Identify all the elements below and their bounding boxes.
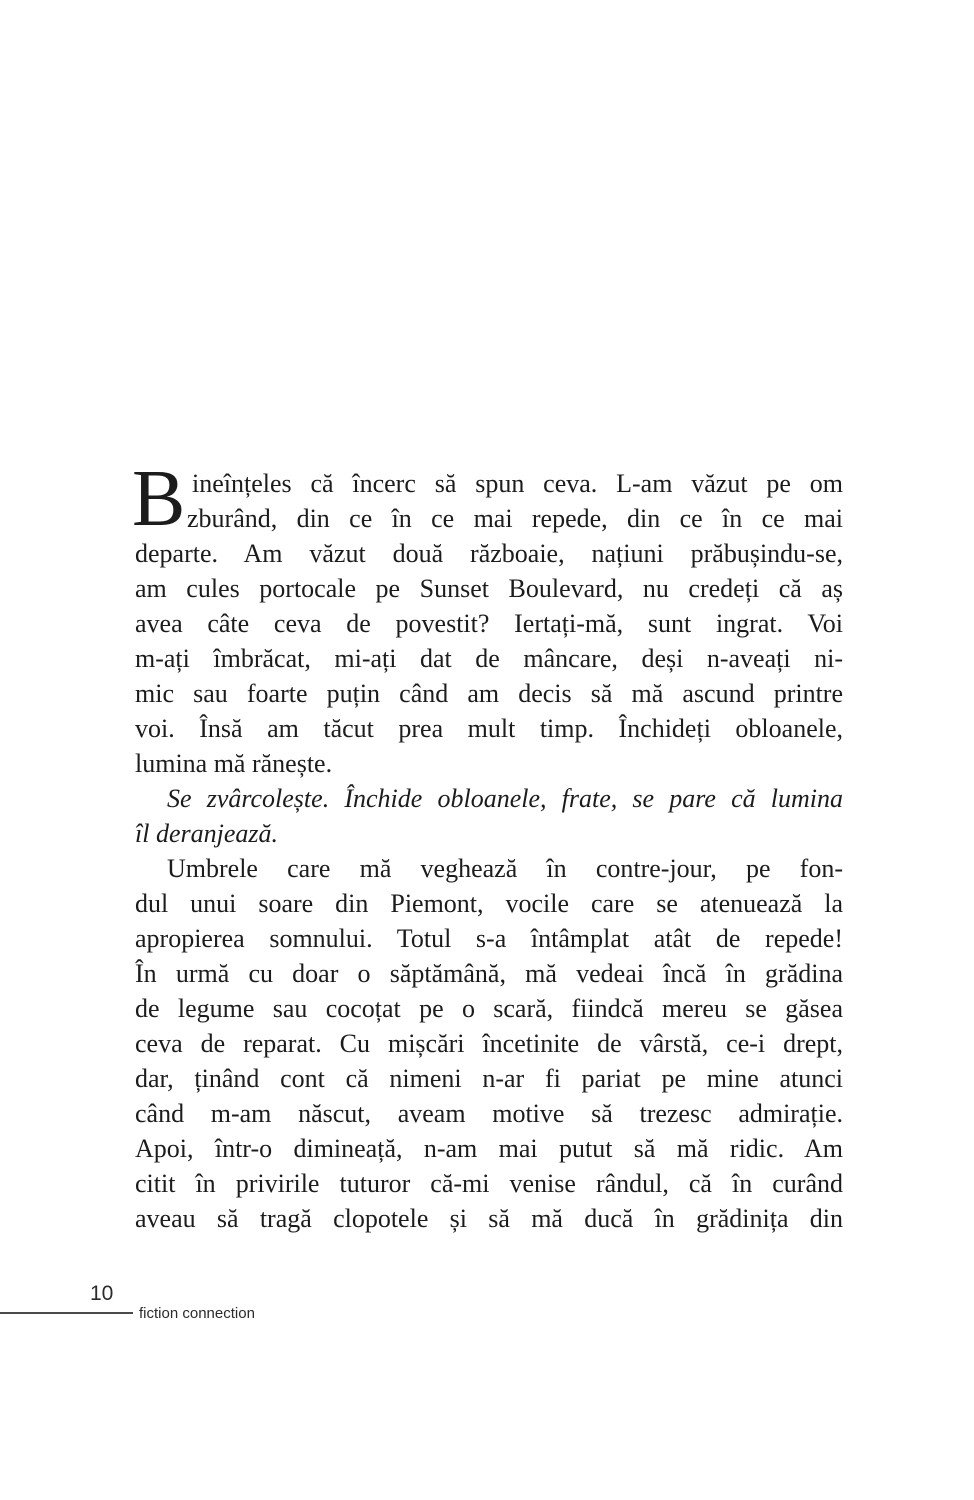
text-line: când m-am născut, aveam motive să trezesc admirație. bbox=[135, 1099, 843, 1128]
text-line: ineînțeles că încerc să spun ceva. L-am văzut pe om bbox=[192, 469, 843, 498]
text-line: avea câte ceva de povestit? Iertați-mă, sunt ingrat. Voi bbox=[135, 609, 843, 638]
text-line: de legume sau cocoțat pe o scară, fiindcă mereu se găsea bbox=[135, 994, 843, 1023]
text-line: Umbrele care mă veghează în contre-jour, pe fon- bbox=[167, 854, 843, 883]
text-line: citit în privirile tuturor că-mi venise rândul, că în curând bbox=[135, 1169, 843, 1198]
page-number: 10 bbox=[90, 1282, 114, 1305]
text-line: dul unui soare din Piemont, vocile care se atenuează la bbox=[135, 889, 843, 918]
footer-rule bbox=[0, 1312, 133, 1314]
text-block bbox=[132, 455, 843, 1236]
text-line: apropierea somnului. Totul s-a întâmplat atât de repede! bbox=[135, 924, 843, 953]
text-line: În urmă cu doar o săptămână, mă vedeai încă în grădina bbox=[135, 959, 843, 988]
text-line: Se zvârcolește. Închide obloanele, frate, se pare că lumina bbox=[167, 784, 843, 813]
text-line: îl deranjează. bbox=[135, 819, 278, 848]
text-line: zburând, din ce în ce mai repede, din ce în ce mai bbox=[187, 504, 843, 533]
text-line: mic sau foarte puțin când am decis să mă ascund printre bbox=[135, 679, 843, 708]
text-line: Apoi, într-o dimineață, n-am mai putut să mă ridic. Am bbox=[135, 1134, 843, 1163]
text-line: departe. Am văzut două războaie, națiuni prăbușindu-se, bbox=[135, 539, 843, 568]
text-line: aveau să tragă clopotele și să mă ducă în grădinița din bbox=[135, 1204, 843, 1233]
text-line: voi. Însă am tăcut prea mult timp. Închideți obloanele, bbox=[135, 714, 843, 743]
text-line: m-ați îmbrăcat, mi-ați dat de mâncare, deși n-aveați ni- bbox=[135, 644, 843, 673]
text-line: ceva de reparat. Cu mișcări încetinite de vârstă, ce-i drept, bbox=[135, 1029, 843, 1058]
text-line: lumina mă rănește. bbox=[135, 749, 333, 778]
imprint-label: fiction connection bbox=[139, 1305, 255, 1322]
drop-cap: B bbox=[132, 455, 186, 543]
text-line: dar, ținând cont că nimeni n-ar fi pariat pe mine atunci bbox=[135, 1064, 843, 1093]
text-line: am cules portocale pe Sunset Boulevard, nu credeți că aș bbox=[135, 574, 843, 603]
